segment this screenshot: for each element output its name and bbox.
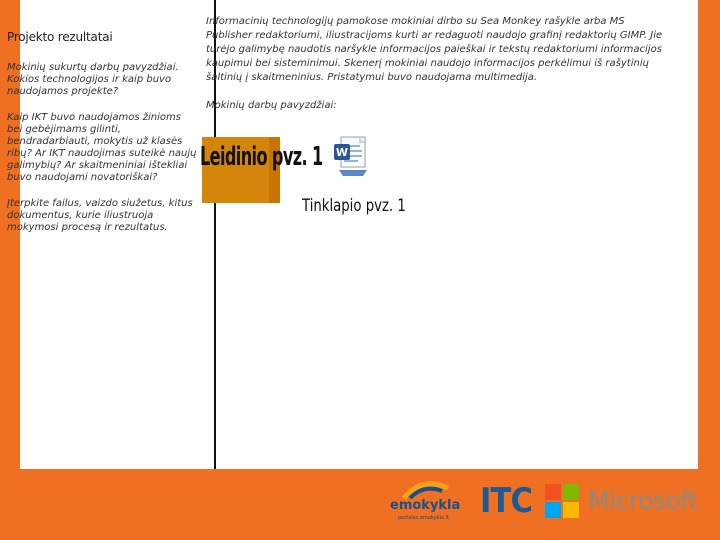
section-title: Projekto rezultatai: [7, 30, 113, 44]
publication-example-label: Leidinio pvz. 1: [200, 142, 323, 172]
webpage-example-label[interactable]: Tinklapio pvz. 1: [302, 196, 406, 216]
word-document-icon[interactable]: [332, 134, 374, 178]
question-3: Įterpkite failus, vaizdo siužetus, kitus dokumentus, kurie iliustruoja mokymosi procesą ir rezultatus.: [7, 198, 193, 233]
microsoft-wordmark: Microsoft: [588, 486, 698, 515]
publication-example-thumbnail[interactable]: [200, 137, 323, 203]
emokykla-subtitle: portalas.emokykla.lt: [398, 515, 449, 521]
emokykla-logo: [390, 478, 460, 526]
itc-logo: ITC: [480, 481, 533, 521]
question-2: Kaip IKT buvo naudojamos žinioms bei gebėjimams gilinti, bendradarbiauti, mokytis už klasės ribų? Ar IKT naudojimas suteikė naujų galimybių? Ar skaitmeniniai ištekliai buvo naudojami novatoriškai?: [7, 112, 197, 183]
left-column: [7, 30, 197, 248]
microsoft-logo-icon: [545, 484, 579, 518]
emokykla-arc-icon: [390, 478, 460, 500]
svg-text:W: W: [335, 146, 349, 159]
examples-label: Mokinių darbų pavyzdžiai:: [206, 100, 337, 111]
question-1: Mokinių sukurtų darbų pavyzdžiai. Kokios technologijos ir kaip buvo naudojamos projekte?: [7, 62, 179, 97]
emokykla-wordmark: emokykla: [390, 498, 461, 513]
description-paragraph: Informacinių technologijų pamokose mokiniai dirbo su Sea Monkey rašykle arba MS Publisher redaktoriumi, iliustracijoms kurti ar redaguoti naudojo grafinį redaktorių GIMP. Jie turėjo galimybę naudotis naršykle informacijos paieškai ir tekstų redaktoriumi informacijos kaupimui bei sisteminimui. Skenerį mokiniai naudojo informacijos perkėlimui iš rašytinių šaltinių į skaitmeninius. Pristatymui buvo naudojama multimedija.: [206, 16, 663, 83]
right-column: [206, 15, 671, 113]
